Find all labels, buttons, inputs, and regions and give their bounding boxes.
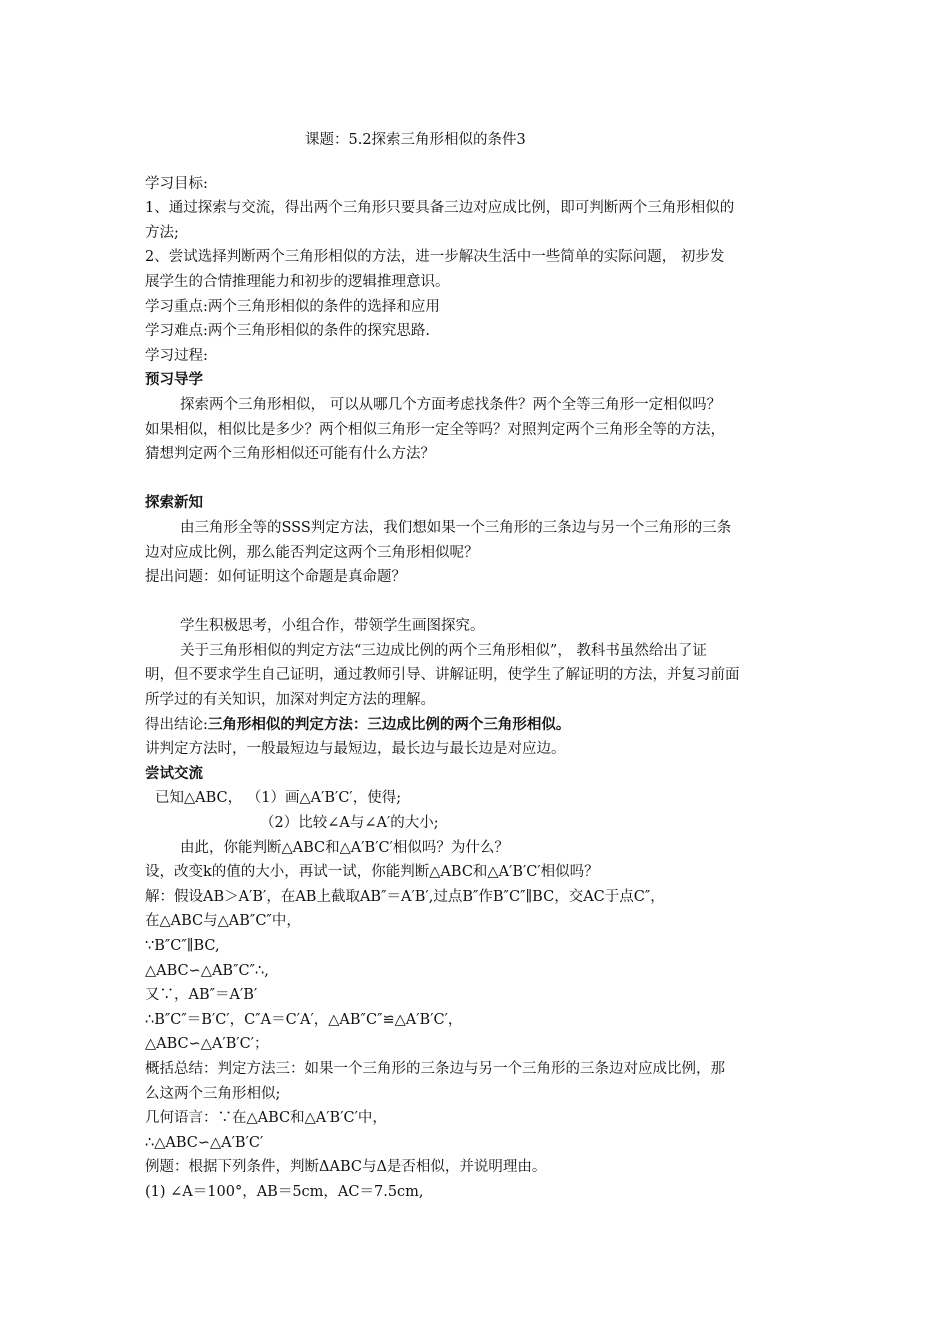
solution-line-3: ∵B″C″∥BC, bbox=[145, 938, 220, 954]
about-line-3: 所学过的有关知识，加深对判定方法的理解。 bbox=[145, 692, 435, 709]
conclusion-bold: 三角形相似的判定方法：三边成比例的两个三角形相似。 bbox=[207, 716, 571, 733]
solution-line-7: △ABC∽△A′B′C′； bbox=[145, 1036, 269, 1053]
explore-heading: 探索新知 bbox=[145, 495, 203, 512]
explore-line-1: 由三角形全等的SSS判定方法，我们想如果一个三角形的三条边与另一个三角形的三条 bbox=[180, 519, 732, 536]
conclusion-label: 得出结论: bbox=[145, 716, 208, 733]
page-title: 课题：5.2探索三角形相似的条件3 bbox=[305, 132, 526, 148]
process-label: 学习过程: bbox=[145, 347, 208, 364]
solution-line-1: 解：假设AB＞A′B′，在AB上截取AB″＝A′B′,过点B″作B″C″∥BC，交AC于点C″， bbox=[145, 888, 665, 905]
goal-1-line-2: 方法; bbox=[145, 224, 179, 241]
about-line-1: 关于三角形相似的判定方法“三边成比例的两个三角形相似”， 教科书虽然给出了证 bbox=[180, 642, 707, 659]
geometry-line-2: ∴△ABC∽△A′B′C′ bbox=[145, 1134, 264, 1151]
goal-1-line-1: 1、通过探索与交流，得出两个三角形只要具备三边对应成比例，即可判断两个三角形相似的 bbox=[145, 200, 735, 217]
teach-note: 讲判定方法时，一般最短边与最短边，最长边与最长边是对应边。 bbox=[145, 741, 566, 758]
explore-line-2: 边对应成比例，那么能否判定这两个三角形相似呢？ bbox=[145, 544, 479, 561]
summary-line-2: 么这两个三角形相似; bbox=[145, 1085, 281, 1102]
difficulty: 学习难点:两个三角形相似的条件的探究思路. bbox=[145, 323, 430, 340]
judge-line: 由此，你能判断△ABC和△A′B′C′相似吗？为什么？ bbox=[180, 839, 509, 856]
goals-label: 学习目标: bbox=[145, 175, 208, 192]
about-line-2: 明，但不要求学生自己证明，通过教师引导、讲解证明，使学生了解证明的方法，并复习前面 bbox=[145, 667, 740, 684]
example-line: 例题：根据下列条件，判断ΔABC与Δ是否相似，并说明理由。 bbox=[145, 1159, 547, 1176]
solution-line-5: 又∵，AB″＝A′B′ bbox=[145, 987, 258, 1004]
preview-heading: 预习导学 bbox=[145, 372, 203, 389]
given-line: 已知△ABC， （1）画△A′B′C′，使得; bbox=[155, 790, 402, 807]
question-line: 提出问题：如何证明这个命题是真命题？ bbox=[145, 569, 406, 586]
summary-line-1: 概括总结：判定方法三：如果一个三角形的三条边与另一个三角形的三条边对应成比例，那 bbox=[145, 1060, 725, 1077]
document-page bbox=[145, 128, 813, 1205]
goal-2-line-1: 2、尝试选择判断两个三角形相似的方法，进一步解决生活中一些简单的实际问题， 初步发 bbox=[145, 249, 725, 266]
change-k-line: 设，改变k的值的大小，再试一试，你能判断△ABC和△A′B′C′相似吗？ bbox=[145, 864, 599, 881]
conclusion-line bbox=[145, 713, 813, 738]
example-item-1: (1) ∠A＝100°，AB＝5cm，AC＝7.5cm, bbox=[145, 1183, 424, 1200]
preview-line-2: 如果相似，相似比是多少？两个相似三角形一定全等吗？对照判定两个三角形全等的方法， bbox=[145, 421, 725, 438]
goal-2-line-2: 展学生的合情推理能力和初步的逻辑推理意识。 bbox=[145, 273, 450, 290]
geometry-line-1: 几何语言：∵在△ABC和△A′B′C′中， bbox=[145, 1110, 387, 1127]
given-line-2: （2）比较∠A与∠A′的大小; bbox=[260, 815, 439, 832]
solution-line-4: △ABC∽△AB″C″∴, bbox=[145, 962, 269, 979]
solution-line-6: ∴B″C″＝B′C′，C″A＝C′A′，△AB″C″≌△A′B′C′， bbox=[145, 1011, 463, 1028]
think-line: 学生积极思考，小组合作，带领学生画图探究。 bbox=[180, 618, 485, 635]
solution-line-2: 在△ABC与△AB″C″中， bbox=[145, 913, 301, 930]
spacer bbox=[145, 590, 813, 615]
key-point: 学习重点:两个三角形相似的条件的选择和应用 bbox=[145, 298, 440, 315]
try-heading: 尝试交流 bbox=[145, 765, 203, 782]
preview-line-3: 猜想判定两个三角形相似还可能有什么方法？ bbox=[145, 446, 435, 463]
spacer bbox=[145, 467, 813, 492]
preview-line-1: 探索两个三角形相似， 可以从哪几个方面考虑找条件？两个全等三角形一定相似吗？ bbox=[180, 396, 722, 413]
